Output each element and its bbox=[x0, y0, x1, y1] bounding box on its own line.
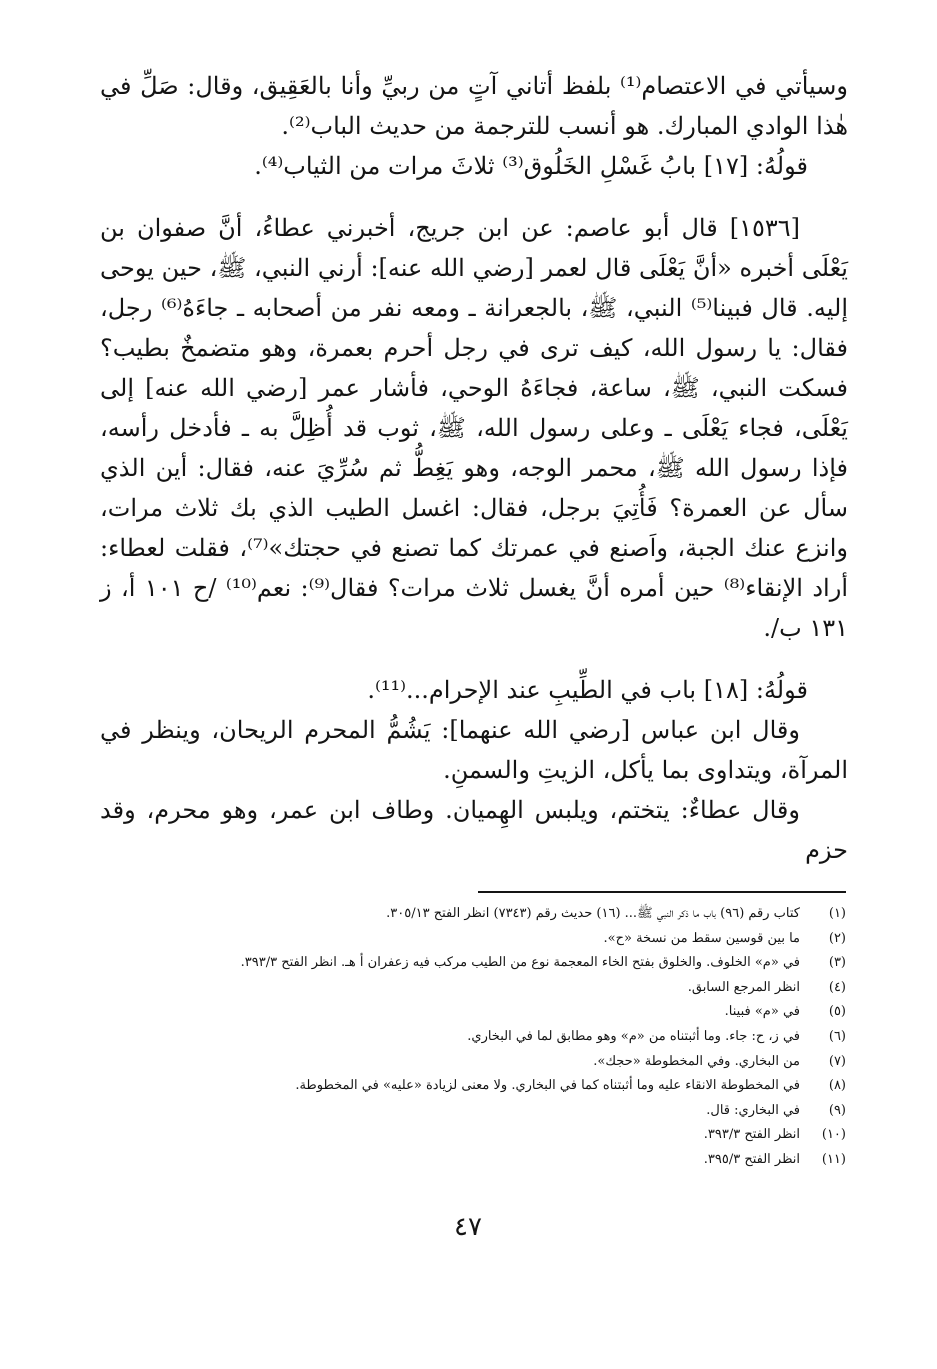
footnote-text: انظر الفتح ٣٩٣/٣. bbox=[703, 1127, 800, 1143]
footnote bbox=[150, 1000, 846, 1025]
footnote-text: في المخطوطة الانقاء عليه وما أثبتناه كما في البخاري. ولا معنى لزيادة «عليه» في المخطوطة. bbox=[295, 1078, 800, 1094]
line: أخبره «أنَّ يَعْلَى قال لعمر [رضي الله عنه]: أرني النبي، ﷺ، حين يوحى إليه. bbox=[100, 254, 848, 322]
line: هٰذا الوادي المبارك. هو أنسب للترجمة من حديث الباب⁽²⁾. bbox=[281, 112, 848, 140]
line: وقال ابن عباس [رضي الله عنهما]: يَشُمُّ المحرم الريحان، وينظر في المرآة، bbox=[100, 716, 848, 784]
footnote bbox=[150, 1123, 846, 1148]
footnote-divider bbox=[478, 891, 846, 893]
footnote-number: (١) bbox=[828, 906, 846, 921]
footnote-number: (٢) bbox=[828, 930, 846, 946]
line: قال فبينا⁽⁵⁾ النبي، ﷺ، بالجعرانة ـ ومعه نفر من أصحابه ـ جاءَهُ⁽⁶⁾ رجل، فقال: bbox=[100, 294, 848, 362]
line: [١٥٣٦] قال أبو عاصم: عن ابن جريج، أخبرني عطاءُ، أنَّ صفوان بن يَعْلَى bbox=[100, 214, 848, 282]
footnote-text: انظر الفتح ٣٩٥/٣. bbox=[703, 1151, 800, 1167]
line: واَصنع في عمرتك كما تصنع في حجتك»⁽⁷⁾، فقلت لعطاء: أراد الإنقاء⁽⁸⁾ حين bbox=[100, 534, 848, 602]
line: ويتداوى بما يأكل، الزيتِ والسمنِ. bbox=[443, 756, 773, 784]
line: فَأُتِيَ برجل، فقال: اغسل الطيب الذي بك ثلاث مرات، وانزع عنك الجبة، bbox=[100, 494, 848, 562]
footnote bbox=[150, 1148, 846, 1173]
line: النبي، ﷺ، ساعة، فجاءَهُ الوحي، فأشار عمر [رضي الله عنه] إلى يَعْلَى، فجاء bbox=[100, 374, 848, 442]
line: أمره أنَّ يغسل ثلاث مرات؟ فقال⁽⁹⁾: نعم⁽¹⁰⁾ /ح ١٠١ أ، ز ١٣١ ب/. bbox=[100, 574, 848, 642]
footnote bbox=[150, 1074, 846, 1099]
footnote-number: (١١) bbox=[821, 1151, 846, 1167]
line: يَعْلَى ـ وعلى رسول الله، ﷺ، ثوب قد أُظِلَّ به ـ فأدخل رأسه، فإذا رسول الله bbox=[100, 414, 848, 482]
line: ﷺ، محمر الوجه، وهو يَغِطُّ ثم سُرِّيَ عنه، فقال: أين الذي سأل عن العمرة؟ bbox=[100, 454, 848, 522]
footnote-number: (٩) bbox=[828, 1102, 846, 1118]
footnote bbox=[150, 927, 846, 952]
footnote-text: ما بين قوسين سقط من نسخة «ح». bbox=[603, 930, 800, 946]
hadith-1536 bbox=[100, 208, 848, 648]
footnote bbox=[150, 1025, 846, 1050]
footnotes bbox=[150, 902, 846, 1173]
footnote-text: في «م» الخلوف. والخلوق بفتح الخاء المعجمة نوع من الطيب مركب فيه زعفران أ هـ. انظر الفتح ٣٩٣/٣. bbox=[240, 955, 800, 971]
footnote-text: من البخاري. وفي المخطوطة «حجك». bbox=[593, 1053, 800, 1069]
paragraph-ata: وقال عطاءٌ: يتختم، ويلبس الهِميان. وطاف ابن عمر، وهو محرم، وقد حزم bbox=[100, 796, 848, 864]
footnote-number: (١٠) bbox=[821, 1127, 846, 1143]
footnote-number: (٥) bbox=[828, 1004, 846, 1020]
chapter-heading-17: قولُهُ: [١٧] بابُ غَسْلِ الخَلُوق⁽³⁾ ثلاثَ مرات من الثياب⁽⁴⁾. bbox=[254, 152, 808, 180]
main-text bbox=[100, 66, 848, 870]
footnote-number: (٧) bbox=[828, 1053, 846, 1069]
footnote-text: انظر المرجع السابق. bbox=[687, 979, 800, 995]
footnote-number: (٦) bbox=[828, 1028, 846, 1044]
line: يا رسول الله، كيف ترى في رجل أحرم بعمرة، وهو متضمخٌ بطيب؟ فسكت bbox=[100, 334, 848, 402]
footnote-number: (٣) bbox=[828, 955, 846, 971]
footnote bbox=[150, 1099, 846, 1124]
footnote-number: (٤) bbox=[828, 979, 846, 995]
footnote-text: في ز، ح: جاء. وما أثبتناه من «م» وهو مطابق لما في البخاري. bbox=[467, 1028, 800, 1044]
footnote bbox=[150, 902, 846, 927]
paragraph-intro bbox=[100, 66, 848, 146]
footnote-text: كتاب رقم (٩٦) باب ما ذكر النبي ﷺ... (١٦) حديث رقم (٧٣٤٣) انظر الفتح ٣٠٥/١٣. bbox=[386, 906, 800, 921]
chapter-heading-18: قولُهُ: [١٨] باب في الطِّيبِ عند الإحرام...⁽¹¹⁾. bbox=[367, 676, 808, 704]
page-number: ٤٧ bbox=[454, 1212, 482, 1242]
footnote-number: (٨) bbox=[828, 1078, 846, 1094]
footnote bbox=[150, 951, 846, 976]
paragraph-ibn-abbas bbox=[100, 710, 848, 790]
footnote bbox=[150, 976, 846, 1001]
footnote bbox=[150, 1050, 846, 1075]
footnote-text: في البخاري: قال. bbox=[706, 1102, 800, 1118]
line: وسيأتي في الاعتصام⁽¹⁾ بلفظ أتاني آتٍ من ربيِّ وأنا بالعَقِيق، وقال: صَلِّ في bbox=[100, 72, 848, 100]
footnote-text: في «م» فبينا. bbox=[724, 1004, 800, 1020]
